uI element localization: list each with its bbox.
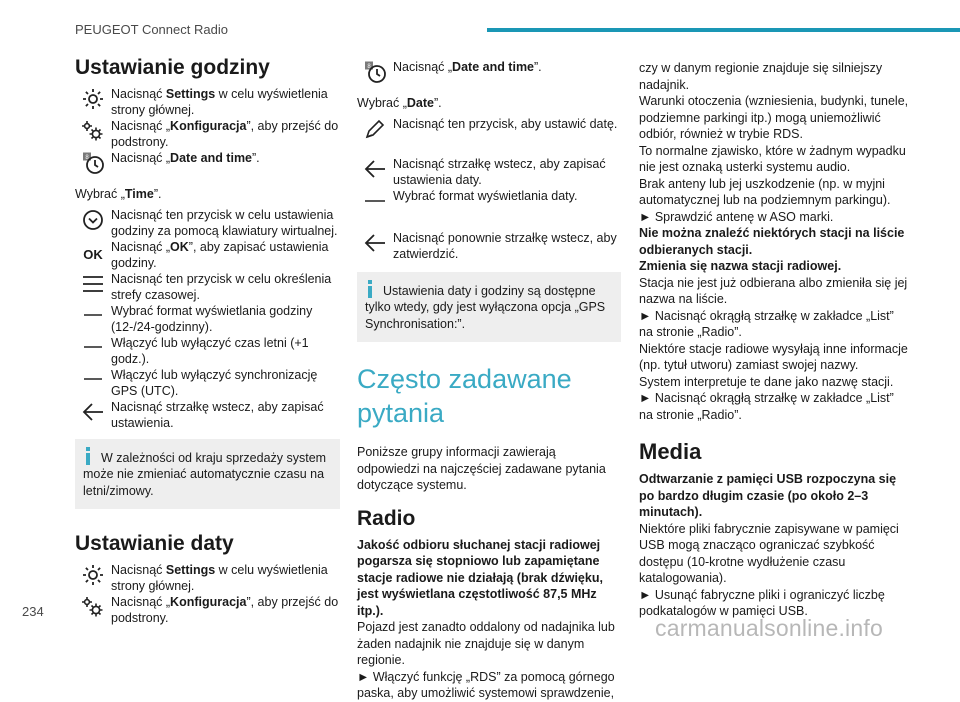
- header-accent-bar: [487, 28, 960, 32]
- step-back-save: Nacisnąć strzałkę wstecz, aby zapisać ustawienia.: [75, 399, 340, 431]
- running-header: PEUGEOT Connect Radio: [75, 22, 228, 37]
- step-settings-date: Nacisnąć Settings w celu wyświetlenia strony głównej.: [75, 562, 340, 594]
- step-back-save-date: Nacisnąć strzałkę wstecz, aby zapisać ustawienia daty.: [357, 156, 621, 188]
- step-confirm: Nacisnąć ponownie strzałkę wstecz, aby zatwierdzić.: [357, 230, 621, 262]
- clock-calendar-icon: [357, 59, 393, 91]
- section-title-date: Ustawianie daty: [75, 532, 234, 555]
- gear-icon: [75, 86, 111, 118]
- settings-configuration-icon: [75, 118, 111, 150]
- page-number: 234: [22, 604, 44, 619]
- info-note-gps: Ustawienia daty i godziny są dostępne tylko wtedy, gdy jest wyłączona opcja „GPS Synchronisation:”.: [357, 272, 621, 343]
- toggle-icon: [75, 367, 111, 399]
- question-usb: Odtwarzanie z pamięci USB rozpoczyna się po bardzo długim czasie (po około 2–3 minutach).: [639, 472, 897, 519]
- info-icon: [365, 280, 375, 298]
- step-summer-time: Włączyć lub wyłączyć czas letni (+1 godz.).: [75, 335, 340, 367]
- answer-rds: ► Włączyć funkcję „RDS” za pomocą górnego paska, aby umożliwić systemowi sprawdzenie,: [357, 669, 615, 700]
- section-title-time: Ustawianie godziny: [75, 56, 270, 79]
- step-virtual-keyboard: Nacisnąć ten przycisk w celu ustawienia godziny za pomocą klawiatury wirtualnej.: [75, 207, 340, 239]
- question-station-list: Nie można znaleźć niektórych stacji na liście odbieranych stacji.: [639, 226, 905, 257]
- back-arrow-icon: [357, 230, 393, 262]
- info-icon: [83, 447, 93, 465]
- back-arrow-icon: [357, 156, 393, 188]
- step-time-format: Wybrać format wyświetlania godziny (12-/24-godzinny).: [75, 303, 340, 335]
- clock-calendar-icon: [75, 150, 111, 182]
- toggle-icon: [75, 335, 111, 367]
- step-time-zone: Nacisnąć ten przycisk w celu określenia strefy czasowej.: [75, 271, 340, 303]
- gear-icon: [75, 562, 111, 594]
- column-2: [357, 55, 621, 702]
- choose-time: Wybrać „Time”.: [75, 187, 162, 201]
- list-menu-icon: [75, 271, 111, 303]
- choose-date: Wybrać „Date”.: [357, 96, 442, 110]
- svg-text:8: 8: [85, 155, 89, 161]
- step-set-date: Nacisnąć ten przycisk, aby ustawić datę.: [357, 116, 621, 148]
- step-date-format: Wybrać format wyświetlania daty.: [357, 188, 621, 220]
- info-note-summer-time: W zależności od kraju sprzedaży system może nie zmieniać automatycznie czasu na letni/zimowy.: [75, 439, 340, 510]
- svg-text:8: 8: [367, 64, 371, 70]
- step-date-and-time-2: 8 Nacisnąć „Date and time”.: [357, 59, 621, 91]
- question-reception: Jakość odbioru słuchanej stacji radiowej pogarsza się stopniowo lub zapamiętane stacje radiowe nie działają (brak dźwięku, jest wyświetlana częstotliwość 87,5 MHz itp.).: [357, 537, 603, 618]
- answer-reception: Pojazd jest zanadto oddalony od nadajnika lub żaden nadajnik nie znajduje się w danym regionie.: [357, 620, 615, 667]
- toggle-icon: [357, 188, 393, 220]
- toggle-icon: [75, 303, 111, 335]
- settings-configuration-icon: [75, 594, 111, 626]
- question-station-name: Zmienia się nazwa stacji radiowej.: [639, 259, 842, 273]
- back-arrow-icon: [75, 399, 111, 431]
- section-title-faq: Często zadawane pytania: [357, 364, 572, 428]
- step-date-and-time: 8 Nacisnąć „Date and time”.: [75, 150, 340, 182]
- watermark: carmanualsonline.info: [655, 615, 883, 641]
- column-3: czy w danym regionie znajduje się silniejszy nadajnik. Warunki otoczenia (wzniesienia, budynki, tunele, podziemne parkingi itp.) mogą uniemożliwić odbiór, również w trybie RDS. To normalne zjawisko, które w żadnym wypadku nie jest oznaką usterki systemu audio. Brak anteny lub jej uszkodzenie (np. w myjni automatycznej lub na podziemnym parkingu). ► Sprawdzić antenę w ASO marki. Nie można znaleźć niektórych stacji na liście odbieranych stacji. Zmienia się nazwa stacji radiowej. Stacja nie jest już odbierana albo zmieniła się jej nazwa na liście. ► Nacisnąć okrągłą strzałkę w zakładce „List” na stronie „Radio”. Niektóre stacje radiowe wysyłają inne informacje (np. tytuł utworu) zamiast swojej nazwy. System interpretuje te dane jako nazwę stacji. ► Nacisnąć okrągłą strzałkę w zakładce „List” na stronie „Radio”. Media Odtwarzanie z pamięci USB rozpoczyna się po bardzo długim czasie (po około 2–3 minutach). Niektóre pliki fabrycznie zapisywane w pamięci USB mogą znacząco ograniczać szybkość dostępu (10-krotne wydłużenie czasu katalogowania). ► Usunąć fabryczne pliki i ograniczyć liczbę podkatalogów w pamięci USB.: [639, 61, 909, 618]
- section-title-media: Media: [639, 439, 702, 464]
- chevron-down-circle-icon: [75, 207, 111, 239]
- step-ok: OK Nacisnąć „OK”, aby zapisać ustawienia godziny.: [75, 239, 340, 271]
- faq-intro: Poniższe grupy informacji zawierają odpowiedzi na najczęściej zadawane pytania dotyczące systemu.: [357, 445, 606, 492]
- step-gps-sync: Włączyć lub wyłączyć synchronizację GPS (UTC).: [75, 367, 340, 399]
- section-title-radio: Radio: [357, 506, 416, 530]
- pencil-icon: [357, 116, 393, 148]
- step-configuration-date: Nacisnąć „Konfiguracja”, aby przejść do podstrony.: [75, 594, 340, 626]
- ok-icon: OK: [83, 246, 103, 262]
- step-settings: Nacisnąć Settings w celu wyświetlenia strony głównej.: [75, 86, 340, 118]
- column-1: [75, 55, 340, 626]
- step-configuration: Nacisnąć „Konfiguracja”, aby przejść do podstrony.: [75, 118, 340, 150]
